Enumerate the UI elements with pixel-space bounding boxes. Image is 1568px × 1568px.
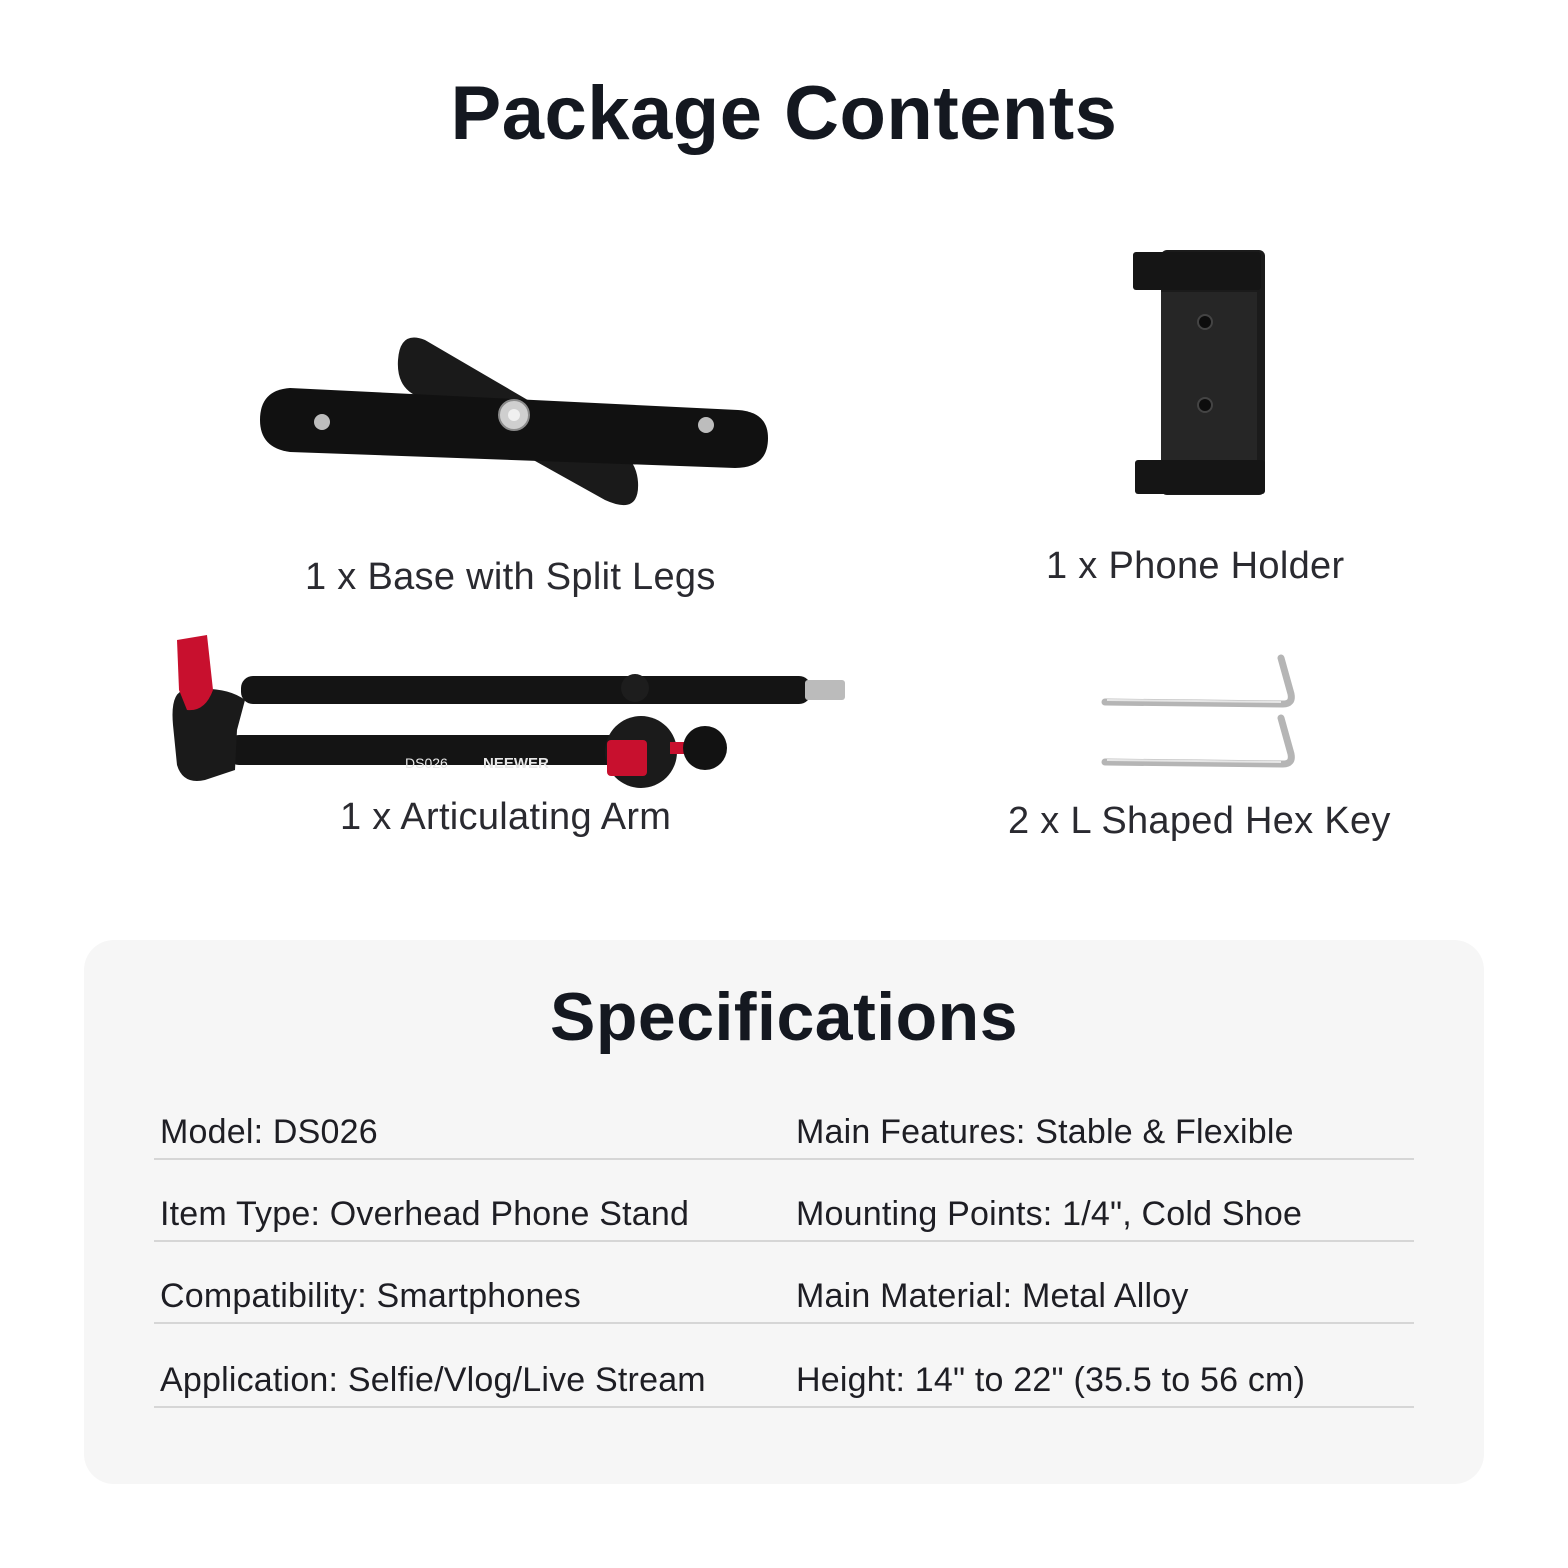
spec-compatibility: Compatibility: Smartphones bbox=[160, 1277, 581, 1315]
hex-key-top bbox=[1105, 658, 1291, 704]
phone-holder-image bbox=[1125, 240, 1275, 505]
spec-row bbox=[154, 1158, 1414, 1242]
spec-model: Model: DS026 bbox=[160, 1113, 378, 1151]
arm-model-print: DS026 bbox=[405, 755, 448, 771]
spec-height: Height: 14" to 22" (35.5 to 56 cm) bbox=[796, 1361, 1306, 1399]
base-split-legs-image bbox=[250, 320, 780, 520]
spec-mounting-points: Mounting Points: 1/4", Cold Shoe bbox=[796, 1195, 1303, 1233]
phone-holder-caption: 1 x Phone Holder bbox=[1046, 545, 1345, 587]
articulating-arm-caption: 1 x Articulating Arm bbox=[340, 796, 672, 838]
spec-application: Application: Selfie/Vlog/Live Stream bbox=[160, 1361, 706, 1399]
hex-key-caption: 2 x L Shaped Hex Key bbox=[1008, 800, 1391, 842]
specifications-title: Specifications bbox=[549, 979, 1019, 1055]
base-caption: 1 x Base with Split Legs bbox=[305, 556, 716, 598]
spec-item-type: Item Type: Overhead Phone Stand bbox=[160, 1195, 690, 1233]
hex-key-bottom bbox=[1105, 718, 1291, 764]
arm-brand-print: NEEWER bbox=[483, 755, 549, 772]
spec-row bbox=[154, 1324, 1414, 1408]
package-contents-title: Package Contents bbox=[450, 71, 1118, 156]
articulating-arm-image bbox=[165, 630, 865, 790]
spec-row bbox=[154, 1240, 1414, 1324]
spec-main-material: Main Material: Metal Alloy bbox=[796, 1277, 1189, 1315]
spec-row bbox=[154, 1076, 1414, 1160]
spec-main-features: Main Features: Stable & Flexible bbox=[796, 1113, 1294, 1151]
hex-keys-image bbox=[1095, 650, 1305, 780]
